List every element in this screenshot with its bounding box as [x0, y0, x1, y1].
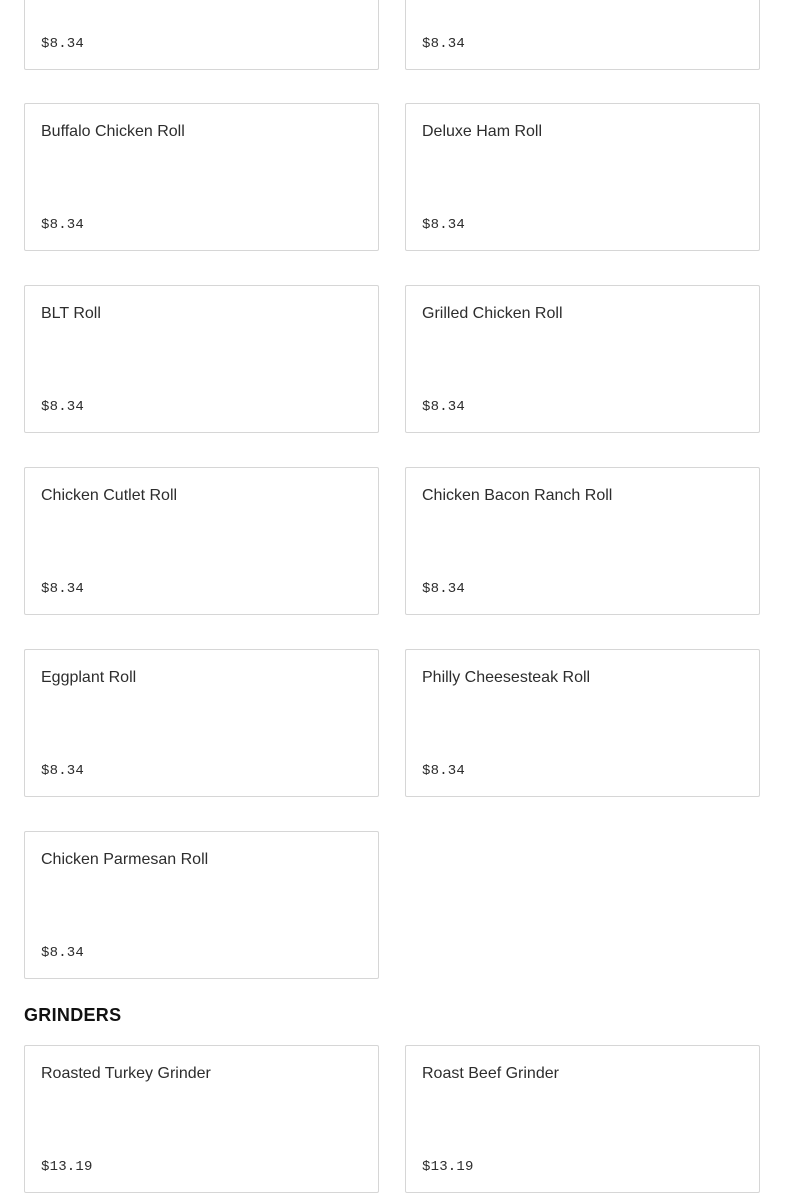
menu-item-price: $8.34	[422, 399, 466, 415]
section-heading-grinders: GRINDERS	[24, 1005, 122, 1025]
menu-item-card[interactable]	[24, 467, 379, 615]
menu-item-name: BLT Roll	[41, 305, 101, 322]
menu-item-price: $8.34	[422, 36, 466, 52]
menu-item-name: Buffalo Chicken Roll	[41, 123, 185, 140]
menu-item-card[interactable]	[405, 467, 760, 615]
menu-item-card[interactable]	[405, 285, 760, 433]
menu-item-card[interactable]	[24, 1045, 379, 1193]
menu-item-price: $8.34	[41, 217, 85, 233]
menu-item-name: Grilled Chicken Roll	[422, 305, 563, 322]
menu-item-name: Chicken Parmesan Roll	[41, 851, 209, 868]
menu-item-card[interactable]	[24, 649, 379, 797]
menu-item-card[interactable]	[405, 1045, 760, 1193]
menu-item-name: Eggplant Roll	[41, 669, 137, 686]
menu-item-price: $13.19	[41, 1159, 93, 1175]
menu-item-name: Chicken Cutlet Roll	[41, 487, 178, 504]
menu-item-price: $8.34	[41, 36, 85, 52]
menu-item-price: $8.34	[41, 581, 85, 597]
menu-item-name: Roast Beef Grinder	[422, 1065, 559, 1082]
menu-item-price: $8.34	[422, 581, 466, 597]
menu-item-name: Roasted Turkey Grinder	[41, 1065, 211, 1082]
menu-item-price: $8.34	[41, 399, 85, 415]
menu-item-card[interactable]	[405, 649, 760, 797]
menu-item-price: $8.34	[422, 217, 466, 233]
menu-item-card[interactable]	[24, 831, 379, 979]
menu-item-card[interactable]	[405, 103, 760, 251]
menu-item-name: Deluxe Ham Roll	[422, 123, 543, 140]
menu-item-name: Chicken Bacon Ranch Roll	[422, 487, 613, 504]
menu-item-name: Philly Cheesesteak Roll	[422, 669, 591, 686]
menu-item-card[interactable]	[24, 285, 379, 433]
menu-item-price: $8.34	[41, 945, 85, 961]
menu-item-card[interactable]	[405, 0, 760, 70]
menu-item-card[interactable]	[24, 103, 379, 251]
menu-item-price: $13.19	[422, 1159, 474, 1175]
menu-item-price: $8.34	[41, 763, 85, 779]
menu-item-card[interactable]	[24, 0, 379, 70]
menu-item-price: $8.34	[422, 763, 466, 779]
